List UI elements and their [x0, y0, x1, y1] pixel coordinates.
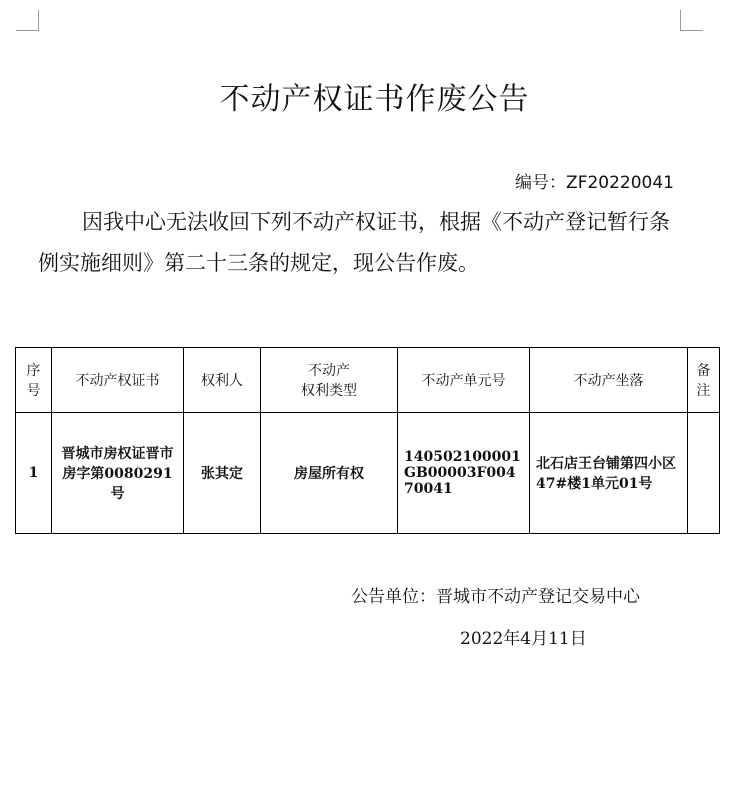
header-holder: 权利人 [184, 348, 261, 413]
cell-unit-no: 140502100001GB00003F00470041 [398, 413, 530, 534]
cell-cert: 晋城市房权证晋市房字第0080291号 [52, 413, 184, 534]
crop-mark-top-left [16, 10, 39, 31]
page-title: 不动产权证书作废公告 [219, 82, 530, 117]
notice-paragraph [38, 202, 688, 284]
notice-date: 2022年4月11日 [460, 629, 587, 649]
crop-mark-top-right [680, 10, 703, 31]
notice-text: 因我中心无法收回下列不动产权证书，根据《不动产登记暂行条例实施细则》第二十三条的规定，现公告作废。 [38, 210, 670, 275]
header-location: 不动产坐落 [530, 348, 688, 413]
issuer-signature: 公告单位：晋城市不动产登记交易中心 [351, 587, 640, 607]
table-header-row [16, 348, 720, 413]
header-cert: 不动产权证书 [52, 348, 184, 413]
cell-right-type: 房屋所有权 [261, 413, 398, 534]
document-number: 编号：ZF20220041 [515, 173, 674, 193]
header-seq: 序号 [16, 348, 52, 413]
cell-holder: 张其定 [184, 413, 261, 534]
cell-seq: 1 [16, 413, 52, 534]
cell-location: 北石店王台铺第四小区47#楼1单元01号 [530, 413, 688, 534]
header-unit-no: 不动产单元号 [398, 348, 530, 413]
cell-note [688, 413, 720, 534]
header-right-type: 不动产 权利类型 [261, 348, 398, 413]
table-row [16, 413, 720, 534]
header-note: 备注 [688, 348, 720, 413]
certificate-table [15, 347, 720, 534]
